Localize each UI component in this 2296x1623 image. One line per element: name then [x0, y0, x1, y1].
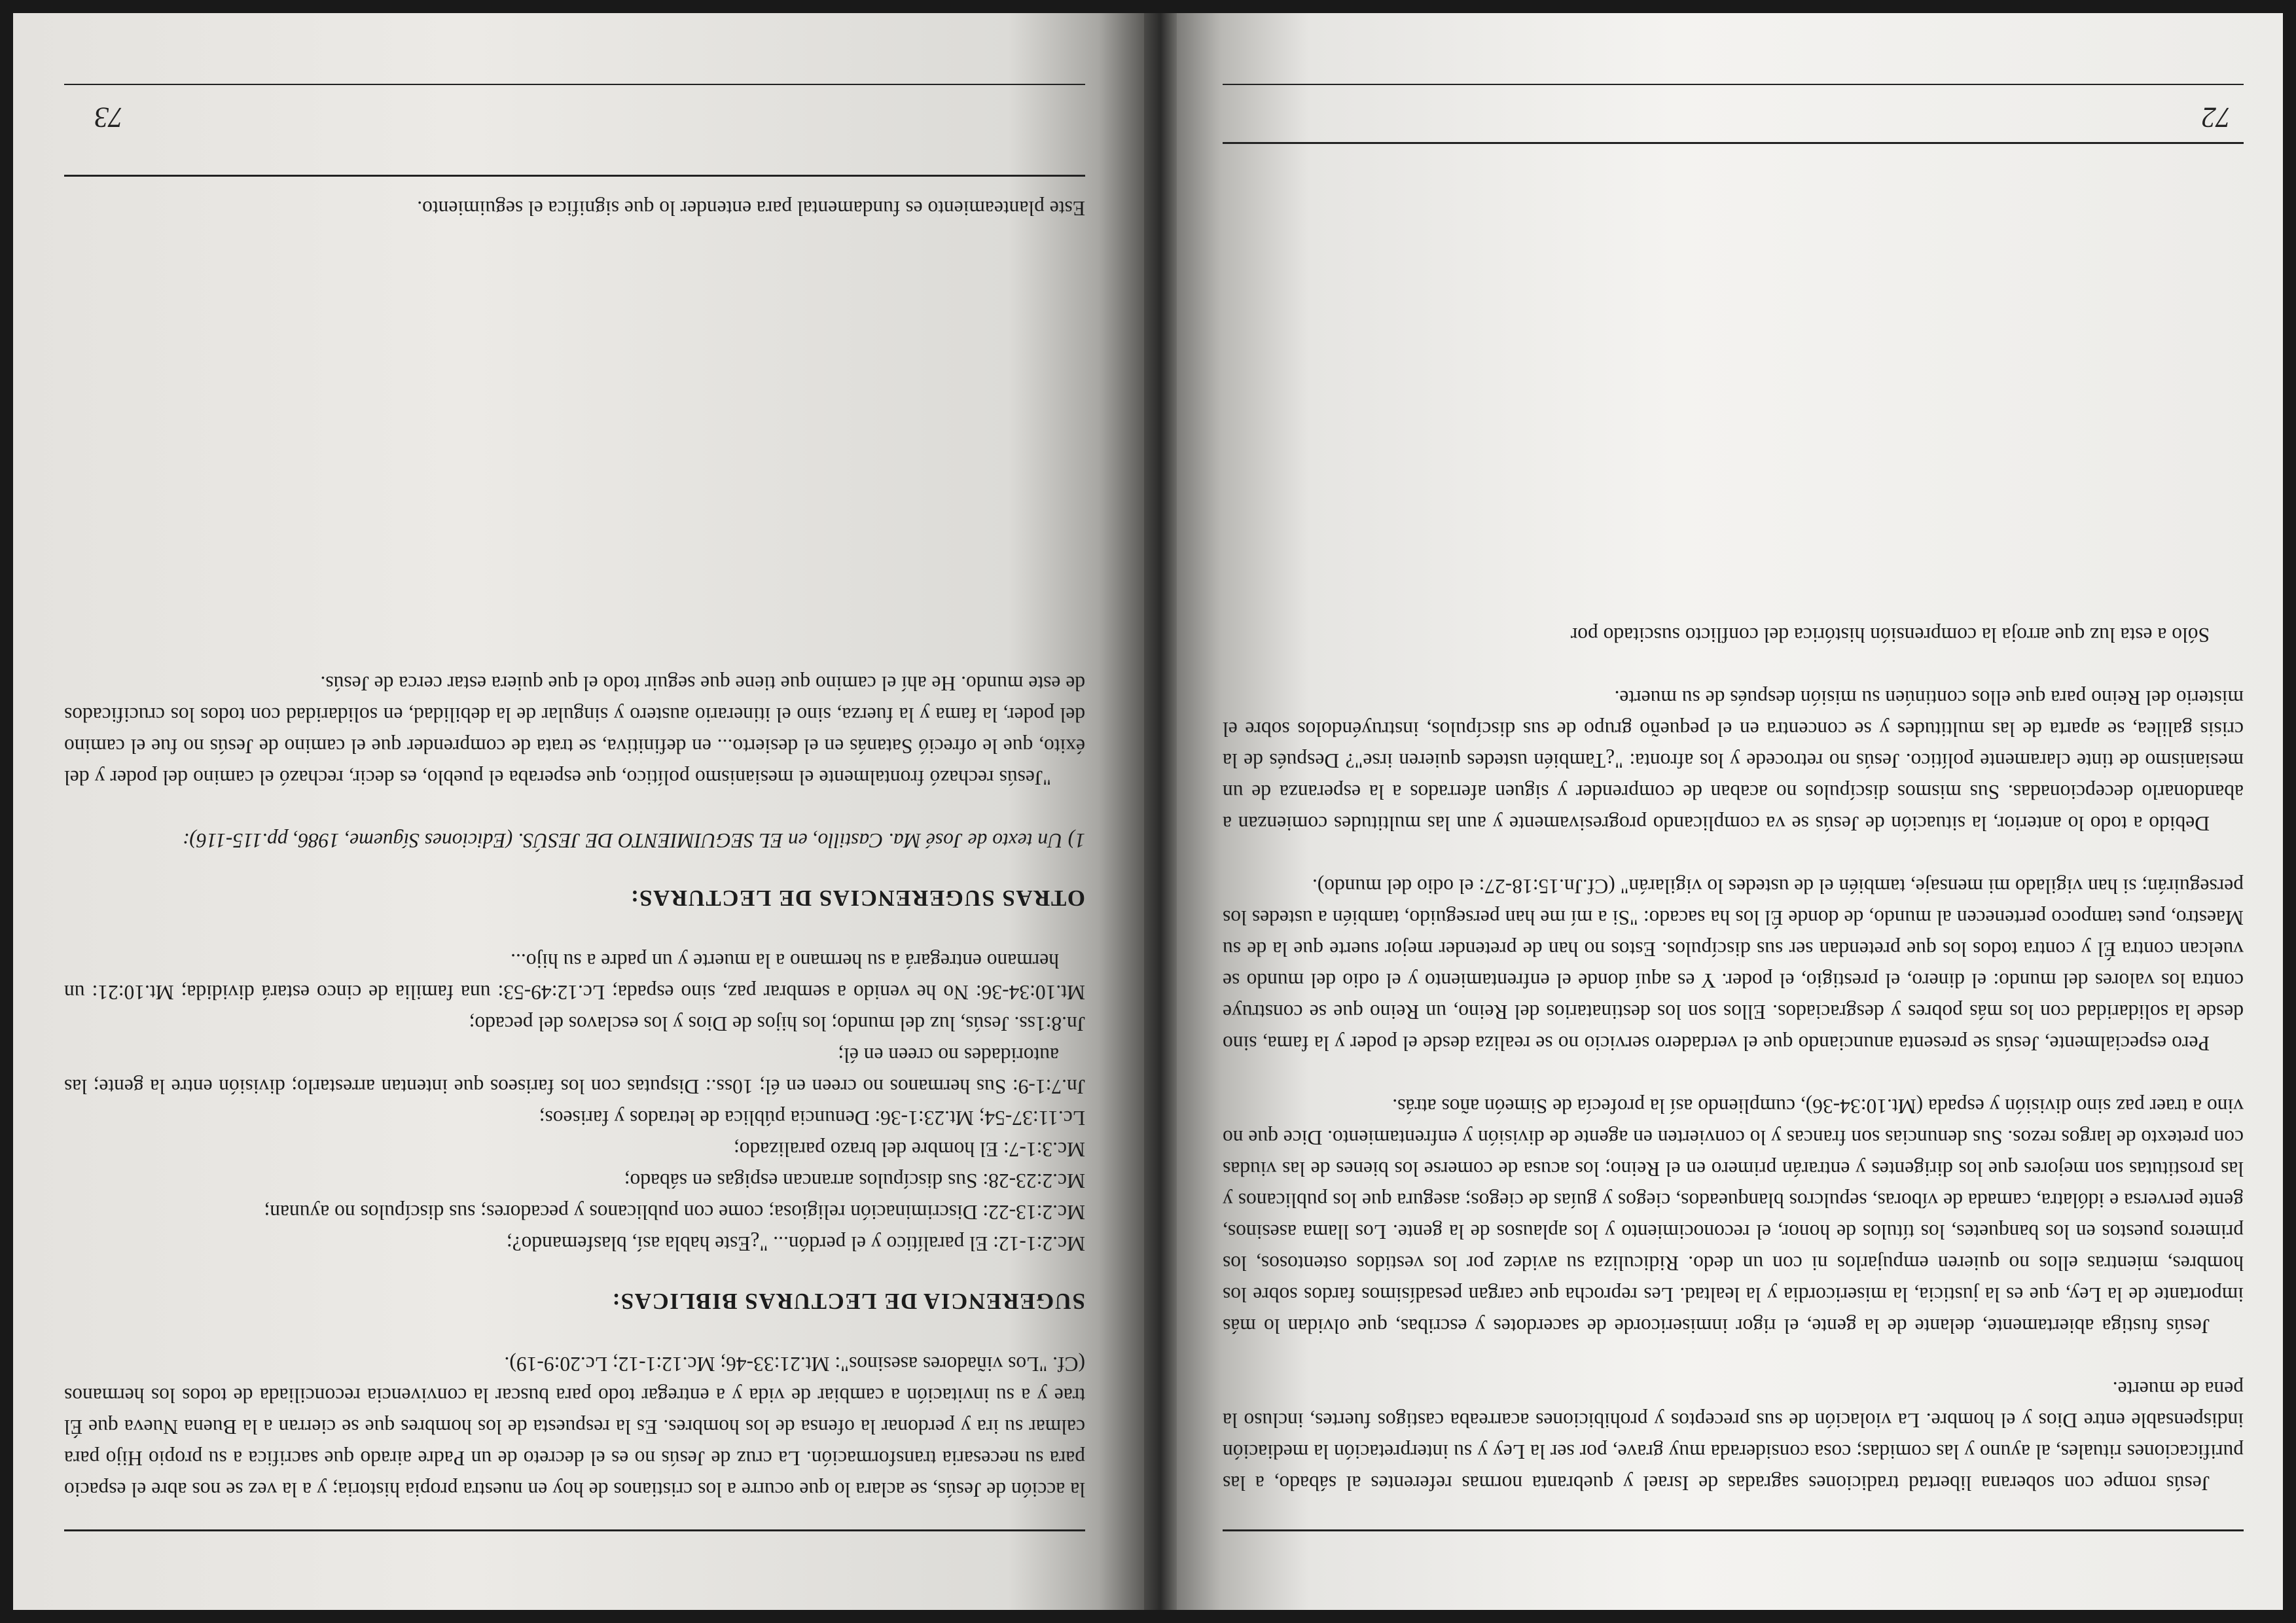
footer-rule-lower: [64, 84, 1085, 85]
footer-rule-lower: [1223, 84, 2244, 85]
page-73-body: [64, 636, 1085, 1505]
page-73-closing: [64, 161, 1085, 224]
reading-item: Jn.8:1ss. Jesús, luz del mundo; los hijos de Dios y los esclavos del pecado;: [469, 1012, 1085, 1035]
reading-item: 1) Un texto de José Ma. Castillo, en EL SEGUIMIENTO DE JESÚS. (Ediciones Sígueme, 1986, pp.115-116):: [182, 829, 1085, 852]
paragraph: Debido a todo lo anterior, la situación de Jesús se va complicando progresivamente y aun las multitudes comienzan a abandonarlo decepcionadas. Sus mismos discípulos no acaban de comprender y siguen aferrados a la esperanza de un mesianismo de tinte claramente político. Jesús no retrocede y los afronta: "¿También ustedes quieren irse"? Después de la crisis galilea, se aparta de las multitudes y se concentra en el pequeño grupo de sus discípulos, instruyéndolos sobre el misterio del Reino para que ellos continúen su misión después de su muerte.: [1223, 687, 2244, 835]
top-rule: [1223, 1529, 2244, 1531]
footer-rule: [1223, 142, 2244, 144]
top-rule: [64, 1529, 1085, 1531]
reading-item: Mc.2:1-12: El paralítico y el perdón... "¿Este habla así, blasfemando?;: [506, 1232, 1085, 1255]
book-gutter: [1144, 13, 1177, 1610]
paragraph: Jesús fustiga abiertamente, delante de la gente, el rigor inmisericorde de sacerdotes y escribas, que olvidan lo más importante de la Ley, que es la justicia, la misericordia y la lealtad. Les reprocha que cargan pesadísimos fardos sobre los hombres, mientras ellos no quieren empujarlos ni con un dedo. Ridiculiza su avidez por los vestidos ostentosos, los primeros puestos en los banquetes, los títulos de honor, el reconocimiento y los aplausos de la gente. Los llama asesinos, gente perversa e idólatra, camada de víboras, sepulcros blanqueados, ciegos y guías de ciegos; asegura que los publicanos y las prostitutas son mejores que los dirigentes y entrarán primero en el Reino; los acusa de comerse los bienes de las viudas con pretexto de largos rezos. Sus denuncias son francas y lo convierten en agente de división y enfrentamiento. Dice que no vino a traer paz sino división y espada (Mt.10:34-36), cumpliendo así la profecía de Simeón años atrás.: [1223, 1095, 2244, 1338]
closing-paragraph: Este planteamiento es fundamental para entender lo que significa el seguimiento.: [417, 197, 1085, 220]
quote-paragraph: "Jesús rechazó frontalmente el mesianismo político, que esperaba el pueblo, es decir, rechazó el camino del poder y del éxito, que le ofreció Satanás en el desierto... en definitiva, se trata de comprender que el camino de Jesús no fue el camino del poder, la fama y la fuerza, sino el itinerario austero y singular de la debilidad, en solidaridad con todos los crucificados de este mundo. He ahí el camino que tiene que seguir todo el que quiera estar cerca de Jesús.: [64, 672, 1085, 789]
paragraph: Sólo a esta luz que arroja la comprensión histórica del conflicto suscitado por: [1570, 624, 2210, 647]
reading-item: Mc.3:1-7: El hombre del brazo paralizado;: [733, 1138, 1085, 1161]
reading-item: Mc.2:13-22: Discriminación religiosa; come con publicanos y pecadores; sus discípulos no ayunan;: [264, 1201, 1085, 1224]
reading-item: Lc.11:37-54; Mt.23:1-36: Denuncia pública de letrados y fariseos;: [539, 1107, 1085, 1130]
page-number: 73: [94, 101, 123, 134]
paragraph: Jesús rompe con soberana libertad tradiciones sagradas de Israel y quebranta normas referentes al sábado, a las purificaciones rituales, al ayuno y las comidas; cosa considerada muy grave, por ser la Ley y su interpretación la mediación indispensable entre Dios y el hombre. La violación de sus preceptos y prohibiciones acarreaba castigos fuertes, incluso la pena de muerte.: [1223, 1378, 2244, 1495]
page-number: 72: [2202, 101, 2231, 134]
section-heading: OTRAS SUGERENCIAS DE LECTURAS:: [630, 885, 1085, 911]
page-72-body: [1223, 588, 2244, 1499]
paragraph: la acción de Jesús, se aclara lo que ocurre a los cristianos de hoy en nuestra propia historia; y a la vez se nos abre el espacio para su necesaria transformación. La cruz de Jesús no es el decreto de un Padre airado que sacrifica a su propio Hijo para calmar su ira y perdonar la ofensa de los hombres. Es la respuesta de los hombres que se cierran a la Buena Nueva que Él trae y a su invitación a cambiar de vida y a entregar todo para buscar la convivencia reconciliada de todos los hermanos (Cf. "Los viñadores asesinos": Mt.21:33-46; Mc.12:1-12; Lc.20:9-19).: [64, 1353, 1085, 1501]
page-72: [1177, 13, 2283, 1610]
reading-item: Mt.10:34-36: No he venido a sembrar paz, sino espada; Lc.12:49-53: una familia de cinco estará dividida; Mt.10:21: un hermano entregará a su hermano a la muerte y un padre a su hijo...: [64, 950, 1085, 1004]
paragraph: Pero especialmente, Jesús se presenta anunciando que el verdadero servicio no se realiza desde el poder y la fama, sino desde la solidaridad con los más pobres y desgraciados. Ellos son los destinatarios del Reino, un Reino que se construye contra los valores del mundo: el dinero, el prestigio, el poder. Y es aquí donde el enfrentamiento y el odio del mundo se vuelcan contra Él y contra todos los que pretendan ser sus discípulos. Estos no han de pretender mejor suerte que la de su Maestro, pues tampoco pertenecen al mundo, de donde Él los ha sacado: "Si a mí me han perseguido, también a ustedes los perseguirán; si han vigilado mi mensaje, también el de ustedes lo vigilarán" (Cf.Jn.15:18-27: el odio del mundo).: [1223, 875, 2244, 1055]
reading-item: Mc.2:23-28: Sus discípulos arrancan espigas en sábado;: [624, 1169, 1085, 1192]
reading-item: Jn.7:1-9: Sus hermanos no creen en él; 10ss.: Disputas con los fariseos que intentan arrestarlo; división entre la gente; las autoridades no creen en él;: [64, 1044, 1085, 1098]
section-heading: SUGERENCIA DE LECTURAS BIBLICAS:: [611, 1289, 1085, 1314]
page-73: [13, 13, 1144, 1610]
